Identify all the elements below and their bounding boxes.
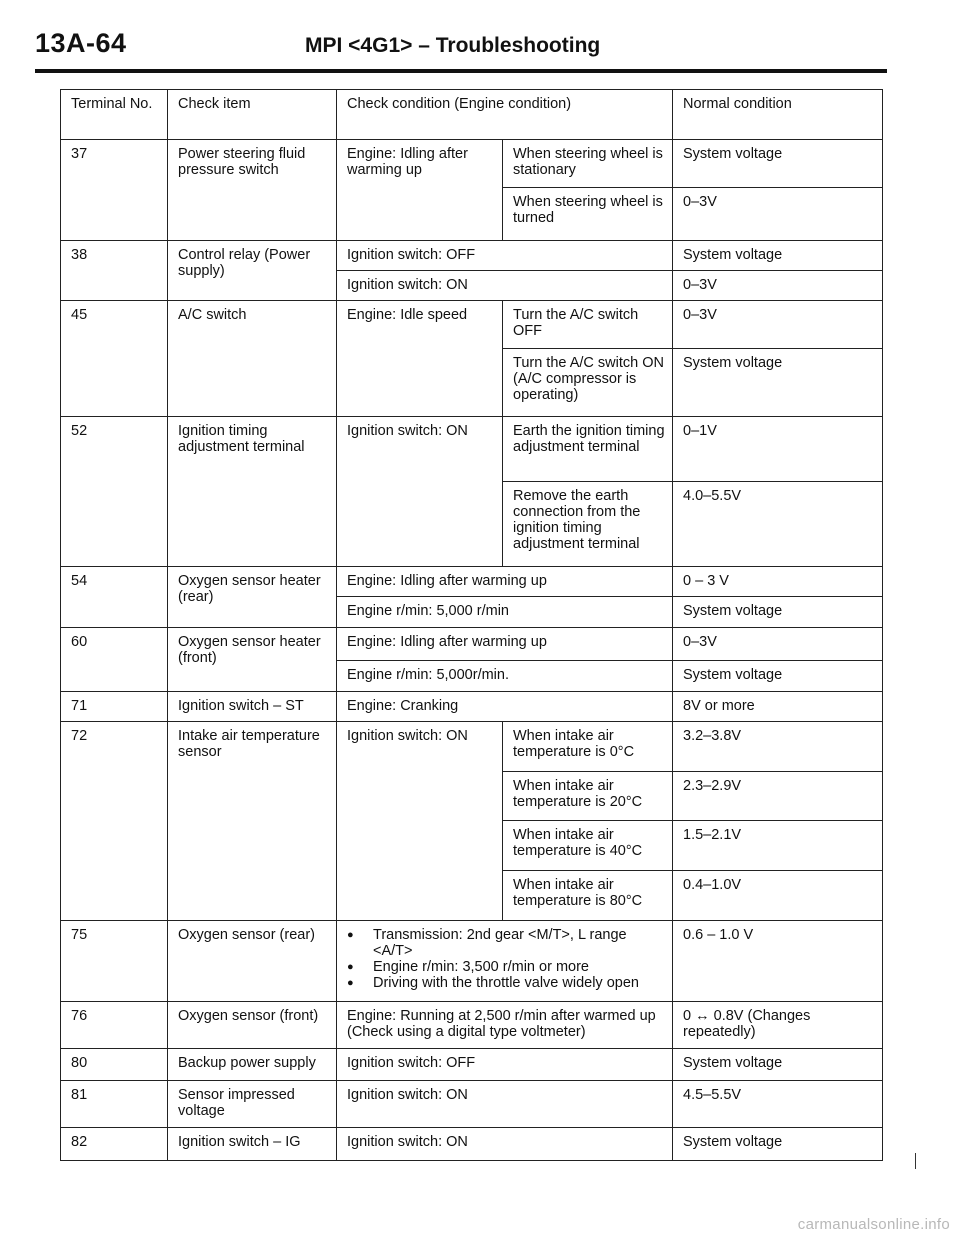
normal-cell: 0–3V	[673, 188, 883, 241]
condition-bullet: ● Transmission: 2nd gear <M/T>, L range <A/T>	[347, 927, 666, 959]
table-row	[61, 140, 883, 188]
normal-cell: 0–3V	[673, 628, 883, 661]
table-header-row	[61, 90, 883, 140]
condition-cell: Ignition switch: OFF	[337, 1049, 673, 1081]
margin-mark	[915, 1153, 916, 1169]
condition-cell: Engine: Cranking	[337, 692, 673, 722]
header-rule	[35, 69, 887, 73]
normal-cell: 0.6 – 1.0 V	[673, 921, 883, 1002]
normal-cell: 0 ↔ 0.8V (Changes repeatedly)	[673, 1002, 883, 1049]
normal-cell: 0–1V	[673, 417, 883, 482]
condition-bullet: ● Driving with the throttle valve widely open	[347, 975, 666, 991]
table-row	[61, 1049, 883, 1081]
normal-cell: 4.5–5.5V	[673, 1081, 883, 1128]
condition-cell: Ignition switch: ON	[337, 722, 503, 921]
sub-condition-cell: When steering wheel is stationary	[503, 140, 673, 188]
normal-cell: System voltage	[673, 1128, 883, 1161]
table-row	[61, 417, 883, 482]
check-item-cell: Backup power supply	[168, 1049, 337, 1081]
page-title: MPI <4G1> – Troubleshooting	[305, 34, 601, 57]
column-header: Check condition (Engine condition)	[337, 90, 673, 140]
check-item-cell: Power steering fluid pressure switch	[168, 140, 337, 241]
table-row	[61, 1002, 883, 1049]
sub-condition-cell: Remove the earth connection from the ignition timing adjustment terminal	[503, 482, 673, 567]
terminal-cell: 72	[61, 722, 168, 921]
table-row	[61, 301, 883, 349]
check-item-cell: Intake air temperature sensor	[168, 722, 337, 921]
normal-cell: 3.2–3.8V	[673, 722, 883, 772]
terminal-check-table	[60, 89, 883, 1161]
condition-cell: Engine: Idling after warming up	[337, 140, 503, 241]
terminal-cell: 45	[61, 301, 168, 417]
condition-cell: Engine r/min: 5,000r/min.	[337, 661, 673, 692]
check-item-cell: A/C switch	[168, 301, 337, 417]
sub-condition-cell: When intake air temperature is 20°C	[503, 772, 673, 821]
terminal-cell: 76	[61, 1002, 168, 1049]
check-item-cell: Oxygen sensor (rear)	[168, 921, 337, 1002]
normal-cell: System voltage	[673, 349, 883, 417]
condition-cell: Engine r/min: 5,000 r/min	[337, 597, 673, 628]
condition-bullet-list	[347, 927, 666, 991]
condition-cell: Ignition switch: ON	[337, 1128, 673, 1161]
column-header: Check item	[168, 90, 337, 140]
condition-bullet: ● Engine r/min: 3,500 r/min or more	[347, 959, 666, 975]
check-item-cell: Oxygen sensor heater (front)	[168, 628, 337, 692]
terminal-cell: 52	[61, 417, 168, 567]
table-row	[61, 921, 883, 1002]
sub-condition-cell: When intake air temperature is 40°C	[503, 821, 673, 871]
condition-cell: Engine: Idling after warming up	[337, 628, 673, 661]
table-row	[61, 692, 883, 722]
normal-cell: System voltage	[673, 661, 883, 692]
sub-condition-cell: When intake air temperature is 0°C	[503, 722, 673, 772]
condition-cell: Engine: Idle speed	[337, 301, 503, 417]
normal-cell: System voltage	[673, 241, 883, 271]
normal-cell: 8V or more	[673, 692, 883, 722]
table-row	[61, 628, 883, 661]
page-number: 13A-64	[35, 28, 127, 58]
table-row	[61, 241, 883, 271]
condition-cell: Ignition switch: ON	[337, 1081, 673, 1128]
normal-cell: 0 – 3 V	[673, 567, 883, 597]
terminal-cell: 81	[61, 1081, 168, 1128]
condition-cell	[337, 921, 673, 1002]
normal-cell: System voltage	[673, 140, 883, 188]
table-row	[61, 567, 883, 597]
column-header: Normal condition	[673, 90, 883, 140]
sub-condition-cell: Earth the ignition timing adjustment terminal	[503, 417, 673, 482]
page-header	[35, 28, 887, 68]
normal-cell: 0–3V	[673, 271, 883, 301]
table-row	[61, 1128, 883, 1161]
terminal-cell: 38	[61, 241, 168, 301]
normal-cell: 0–3V	[673, 301, 883, 349]
sub-condition-cell: Turn the A/C switch ON (A/C compressor is operating)	[503, 349, 673, 417]
condition-cell: Ignition switch: OFF	[337, 241, 673, 271]
terminal-cell: 82	[61, 1128, 168, 1161]
terminal-cell: 37	[61, 140, 168, 241]
sub-condition-cell: When intake air temperature is 80°C	[503, 871, 673, 921]
column-header: Terminal No.	[61, 90, 168, 140]
check-item-cell: Oxygen sensor heater (rear)	[168, 567, 337, 628]
sub-condition-cell: When steering wheel is turned	[503, 188, 673, 241]
normal-cell: 2.3–2.9V	[673, 772, 883, 821]
check-item-cell: Ignition switch – IG	[168, 1128, 337, 1161]
normal-cell: System voltage	[673, 597, 883, 628]
normal-cell: System voltage	[673, 1049, 883, 1081]
watermark: carmanualsonline.info	[797, 1216, 950, 1233]
condition-cell: Engine: Running at 2,500 r/min after warmed up (Check using a digital type voltmeter)	[337, 1002, 673, 1049]
terminal-cell: 71	[61, 692, 168, 722]
terminal-cell: 60	[61, 628, 168, 692]
table-row	[61, 722, 883, 772]
check-item-cell: Ignition switch – ST	[168, 692, 337, 722]
sub-condition-cell: Turn the A/C switch OFF	[503, 301, 673, 349]
normal-cell: 1.5–2.1V	[673, 821, 883, 871]
terminal-cell: 54	[61, 567, 168, 628]
terminal-cell: 80	[61, 1049, 168, 1081]
check-item-cell: Control relay (Power supply)	[168, 241, 337, 301]
table-row	[61, 1081, 883, 1128]
normal-cell: 4.0–5.5V	[673, 482, 883, 567]
check-item-cell: Ignition timing adjustment terminal	[168, 417, 337, 567]
condition-cell: Ignition switch: ON	[337, 417, 503, 567]
terminal-cell: 75	[61, 921, 168, 1002]
condition-cell: Engine: Idling after warming up	[337, 567, 673, 597]
condition-cell: Ignition switch: ON	[337, 271, 673, 301]
check-item-cell: Sensor impressed voltage	[168, 1081, 337, 1128]
check-item-cell: Oxygen sensor (front)	[168, 1002, 337, 1049]
normal-cell: 0.4–1.0V	[673, 871, 883, 921]
